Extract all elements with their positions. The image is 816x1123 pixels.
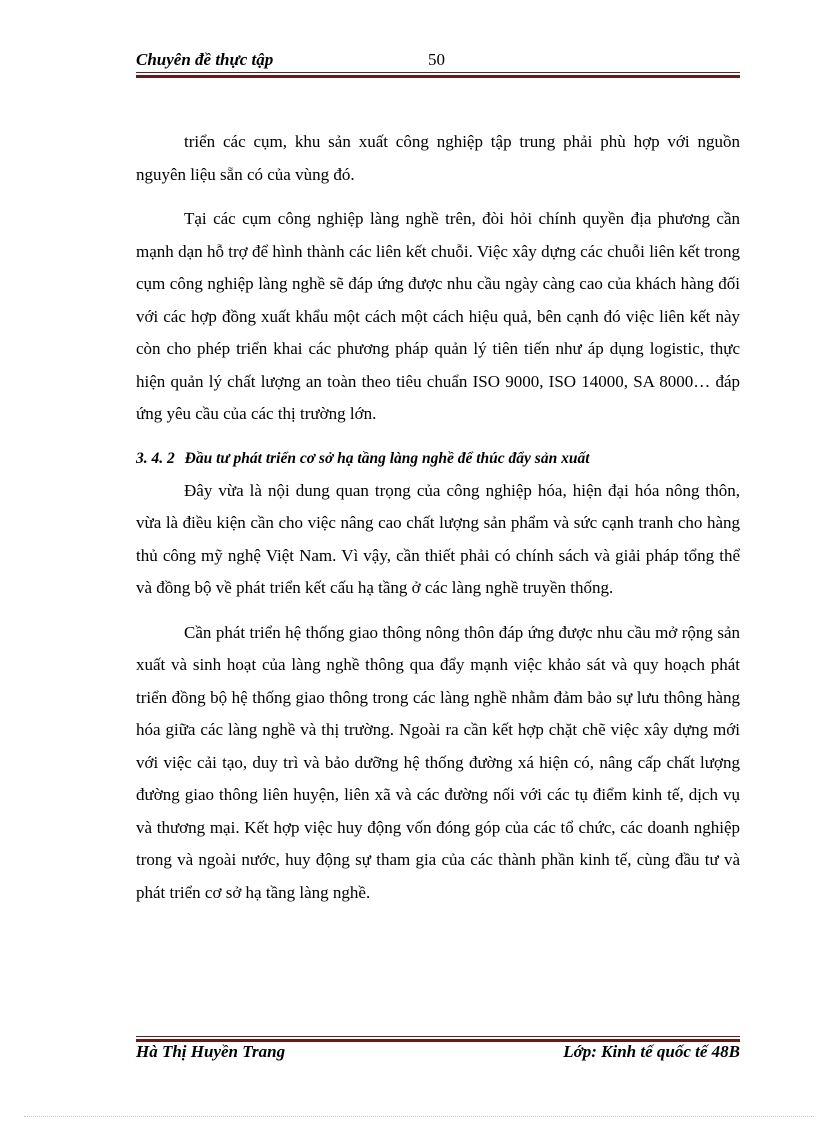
header-divider-thick	[136, 75, 740, 78]
page-number: 50	[428, 50, 445, 69]
section-title: Đầu tư phát triển cơ sở hạ tầng làng nghề để thúc đẩy sản xuất	[184, 449, 590, 467]
section-heading	[136, 443, 740, 475]
page-header	[136, 48, 740, 78]
document-title: Chuyên đề thực tập	[136, 50, 274, 69]
footer-class: Lớp: Kinh tế quốc tế 48B	[563, 1042, 740, 1061]
body-paragraph: Tại các cụm công nghiệp làng nghề trên, đòi hỏi chính quyền địa phương cần mạnh dạn hỗ trợ để hình thành các liên kết chuỗi. Việc xây dựng các chuỗi liên kết trong cụm công nghiệp làng nghề sẽ đáp ứng được nhu cầu ngày càng cao của khách hàng đối với các hợp đồng xuất khẩu một cách một cách hiệu quả, bên cạnh đó việc liên kết này còn cho phép triển khai các phương pháp quản lý tiên tiến như áp dụng logistic, thực hiện quản lý chất lượng an toàn theo tiêu chuẩn ISO 9000, ISO 14000, SA 8000… đáp ứng yêu cầu của các thị trường lớn.	[136, 209, 740, 423]
page-edge-dotted-line	[24, 1116, 814, 1117]
body-paragraph: Cần phát triển hệ thống giao thông nông thôn đáp ứng được nhu cầu mở rộng sản xuất và sinh hoạt của làng nghề thông qua đẩy mạnh việc khảo sát và quy hoạch phát triển đồng bộ hệ thống giao thông trong các làng nghề nhằm đảm bảo sự lưu thông hàng hóa giữa các làng nghề và thị trường. Ngoài ra cần kết hợp chặt chẽ việc xây dựng mới với việc cải tạo, duy trì và bảo dưỡng hệ thống đường xá hiện có, nâng cấp chất lượng đường giao thông liên huyện, liên xã và các đường nối với các tụ điểm kinh tế, dịch vụ và thương mại. Kết hợp việc huy động vốn đóng góp của các tổ chức, các doanh nghiệp trong và ngoài nước, huy động sự tham gia của các thành phần kinh tế, cùng đầu tư và phát triển cơ sở hạ tầng làng nghề.	[136, 622, 740, 902]
footer-author: Hà Thị Huyền Trang	[136, 1042, 286, 1061]
page-body	[136, 126, 740, 921]
section-number: 3. 4. 2	[136, 449, 175, 467]
header-divider-thin	[136, 72, 740, 73]
body-paragraph: Đây vừa là nội dung quan trọng của công nghiệp hóa, hiện đại hóa nông thôn, vừa là điều kiện cần cho việc nâng cao chất lượng sản phẩm và sức cạnh tranh cho hàng thủ công mỹ nghệ Việt Nam. Vì vậy, cần thiết phải có chính sách và giải pháp tổng thể và đồng bộ về phát triển kết cấu hạ tầng ở các làng nghề truyền thống.	[136, 480, 740, 597]
page-footer	[136, 1040, 740, 1070]
footer-divider-thin	[136, 1036, 740, 1037]
body-paragraph: triển các cụm, khu sản xuất công nghiệp tập trung phải phù hợp với nguồn nguyên liệu sẵn có của vùng đó.	[136, 132, 740, 184]
